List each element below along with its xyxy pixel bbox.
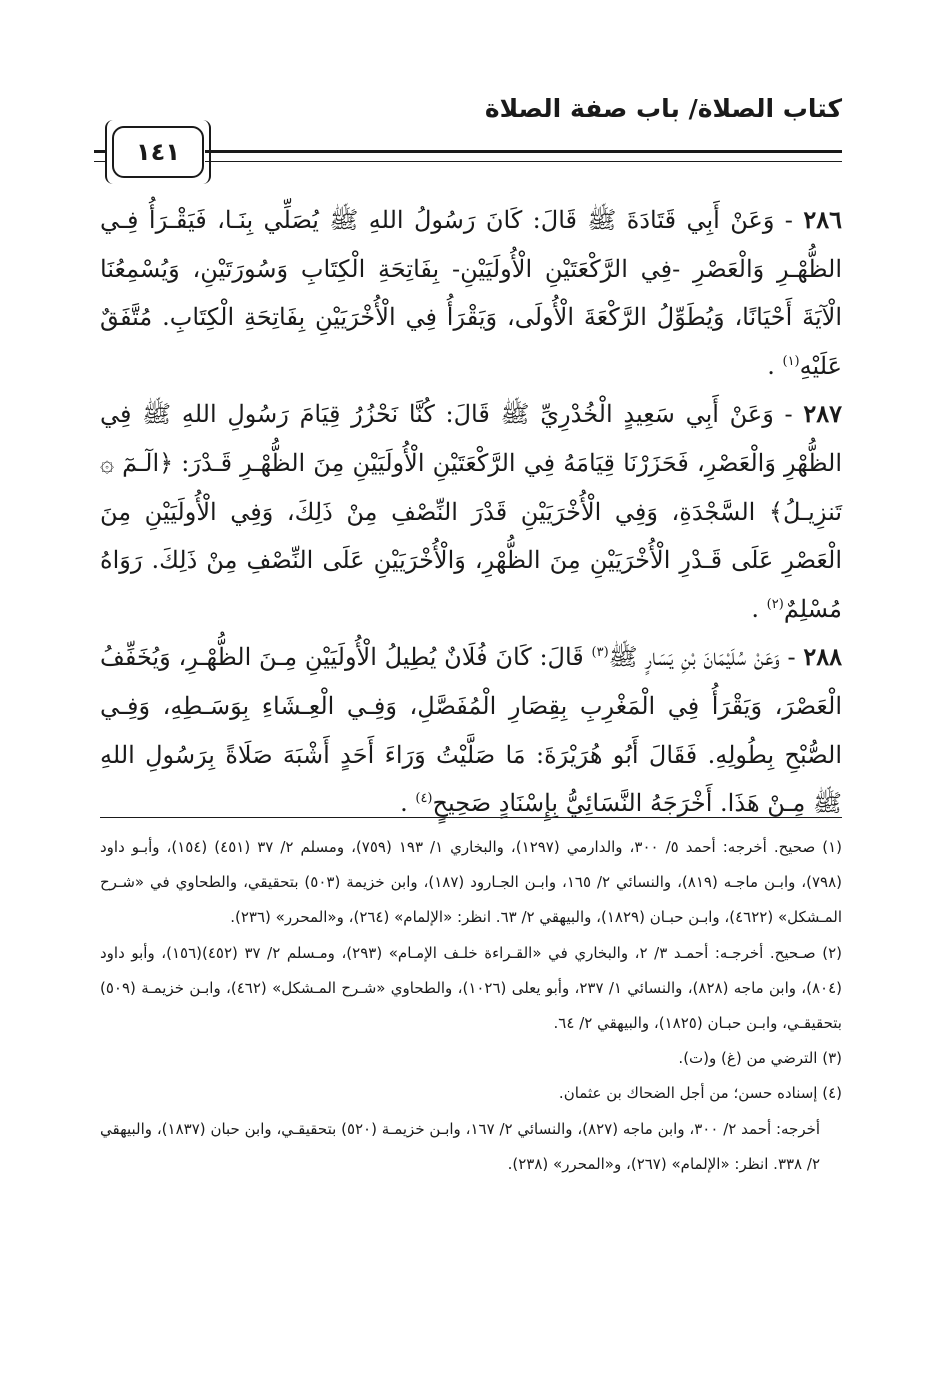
number-separator: -	[774, 206, 804, 234]
hadith-text: قَالَ: كَانَ فُلَانٌ يُطِيلُ الْأُولَيَيْنِ مِـنَ الظُّهْـرِ، وَيُخَفِّفُ الْعَصْرَ، وَيَقْرَأُ فِي الْمَغْرِبِ بِقِصَارِ الْمُفَصَّلِ، وَفِـي الْعِـشَاءِ بِوَسَـطِهِ، وَفِـي الصُّبْحِ بِطُولِهِ. فَقَالَ أَبُو هُرَيْرَةَ: مَا صَلَّيْتُ وَرَاءَ أَحَدٍ أَشْبَهَ صَلَاةً بِرَسُولِ اللهِ ﷺ مِـنْ هَذَا. أَخْرَجَهُ النَّسَائِيُّ بِإِسْنَادٍ صَحِيحٍ	[100, 643, 842, 818]
hadith-288	[100, 633, 842, 827]
hadith-end-mark: .	[400, 789, 416, 818]
header-double-rule	[205, 150, 842, 162]
hadith-number: ٢٨٨	[803, 642, 843, 672]
number-separator: -	[773, 400, 804, 429]
main-text	[100, 196, 842, 828]
hadith-number: ٢٨٧	[803, 399, 842, 429]
footnotes	[100, 830, 842, 1182]
hadith-text-start: وَعَنْ سُلَيْمَانَ بْنِ يَسَارٍ ﷺ	[608, 643, 780, 672]
hadith-text: وَعَنْ أَبِي سَعِيدٍ الْخُدْرِيِّ ﷺ قَالَ: كُنَّا نَحْزُرُ قِيَامَ رَسُولِ اللهِ ﷺ فِي الظُّهْرِ وَالْعَصْرِ، فَحَزَرْنَا قِيَامَهُ فِي الرَّكْعَتَيْنِ الْأُولَيَيْنِ مِنَ الظُّهْـرِ قَـدْرَ: ﴿الٓـمٓ ۞ تَنزِيـلُ﴾ السَّجْدَةِ، وَفِي الْأُخْرَيَيْنِ قَدْرَ النِّصْفِ مِنْ ذَلِكَ، وَفِي الْأُولَيَيْنِ مِنَ الْعَصْرِ عَلَى قَـدْرِ الْأُخْرَيَيْنِ مِنَ الظُّهْرِ، وَالْأُخْرَيَيْنِ عَلَى النِّصْفِ مِنْ ذَلِكَ. رَوَاهُ مُسْلِمٌ	[100, 400, 843, 623]
hadith-287	[100, 390, 842, 633]
footnote-ref-3[interactable]: (٣)	[591, 645, 609, 661]
footnote-ref-1[interactable]: (١)	[782, 353, 800, 369]
footnote-separator	[100, 817, 842, 818]
footnote-1: (١) صحيح. أخرجه: أحمد ٥/ ٣٠٠، والدارمي (١٢٩٧)، والبخاري ١/ ١٩٣ (٧٥٩)، ومسلم ٢/ ٣٧ (٤٥١) (١٥٤)، وأبـو داود (٧٩٨)، وابـن ماجـه (٨١٩)، والنسائي ٢/ ١٦٥، وابـن الجـارود (١٨٧)، وابن خزيمة (٥٠٣) بتحقيقي، والطحاوي في «شـرح المـشكل» (٤٦٢٢)، وابـن حبـان (١٨٢٩)، والبيهقي ٢/ ٦٣. انظر: «الإلمام» (٢٦٤)، و«المحرر» (٢٣٦).	[100, 838, 843, 927]
hadith-end-mark: .	[767, 351, 783, 380]
page-number-frame	[112, 126, 204, 178]
footnote-ref-4[interactable]: (٤)	[415, 791, 433, 807]
running-title: كتاب الصلاة/ باب صفة الصلاة	[484, 94, 842, 123]
page-number: ١٤١	[136, 138, 180, 166]
hadith-number: ٢٨٦	[803, 205, 842, 234]
hadith-text: وَعَنْ أَبِي قَتَادَةَ ﷺ قَالَ: كَانَ رَسُولُ اللهِ ﷺ يُصَلِّي بِنَـا، فَيَقْـرَأُ فِـي الظُّهْـرِ وَالْعَصْرِ -فِي الرَّكْعَتَيْنِ الْأُولَيَيْنِ- بِفَاتِحَةِ الْكِتَابِ وَسُورَتَيْنِ، وَيُسْمِعُنَا الْآيَةَ أَحْيَانًا، وَيُطَوِّلُ الرَّكْعَةَ الْأُولَى، وَيَقْرَأُ فِي الْأُخْرَيَيْنِ بِفَاتِحَةِ الْكِتَابِ. مُتَّفَقٌ عَلَيْهِ	[100, 206, 842, 380]
footnote-4: (٤) إسناده حسن؛ من أجل الضحاك بن عثمان.	[558, 1084, 842, 1103]
footnote-2: (٢) صـحيح. أخرجـه: أحمـد ٣/ ٢، والبخاري في «القـراءة خلـف الإمـام» (٢٩٣)، ومـسلم ٢/ ٣٧ (٤٥٢)(١٥٦)، وأبو داود (٨٠٤)، وابن ماجه (٨٢٨)، والنسائي ١/ ٢٣٧، وأبو يعلى (١٠٢٦)، والطحاوي «شـرح المـشكل» (٤٦٢)، وابـن خزيمـة (٥٠٩) بتحقيقـي، وابـن حبـان (١٨٢٥)، والبيهقي ٢/ ٦٤.	[100, 943, 843, 1033]
number-separator: -	[779, 643, 804, 672]
footnote-3: (٣) الترضي من (غ) و(ت).	[678, 1049, 842, 1068]
footnote-4-continued: أخرجه: أحمد ٢/ ٣٠٠، وابن ماجه (٨٢٧)، والنسائي ٢/ ١٦٧، وابـن خزيمـة (٥٢٠) بتحقيقـي، وابن حبان (١٨٣٧)، والبيهقي ٢/ ٣٣٨. انظر: «الإلمام» (٢٦٧)، و«المحرر» (٢٣٨).	[100, 1119, 821, 1173]
footnote-ref-2[interactable]: (٢)	[766, 596, 784, 612]
hadith-end-mark: .	[751, 594, 767, 623]
hadith-286	[100, 196, 842, 390]
